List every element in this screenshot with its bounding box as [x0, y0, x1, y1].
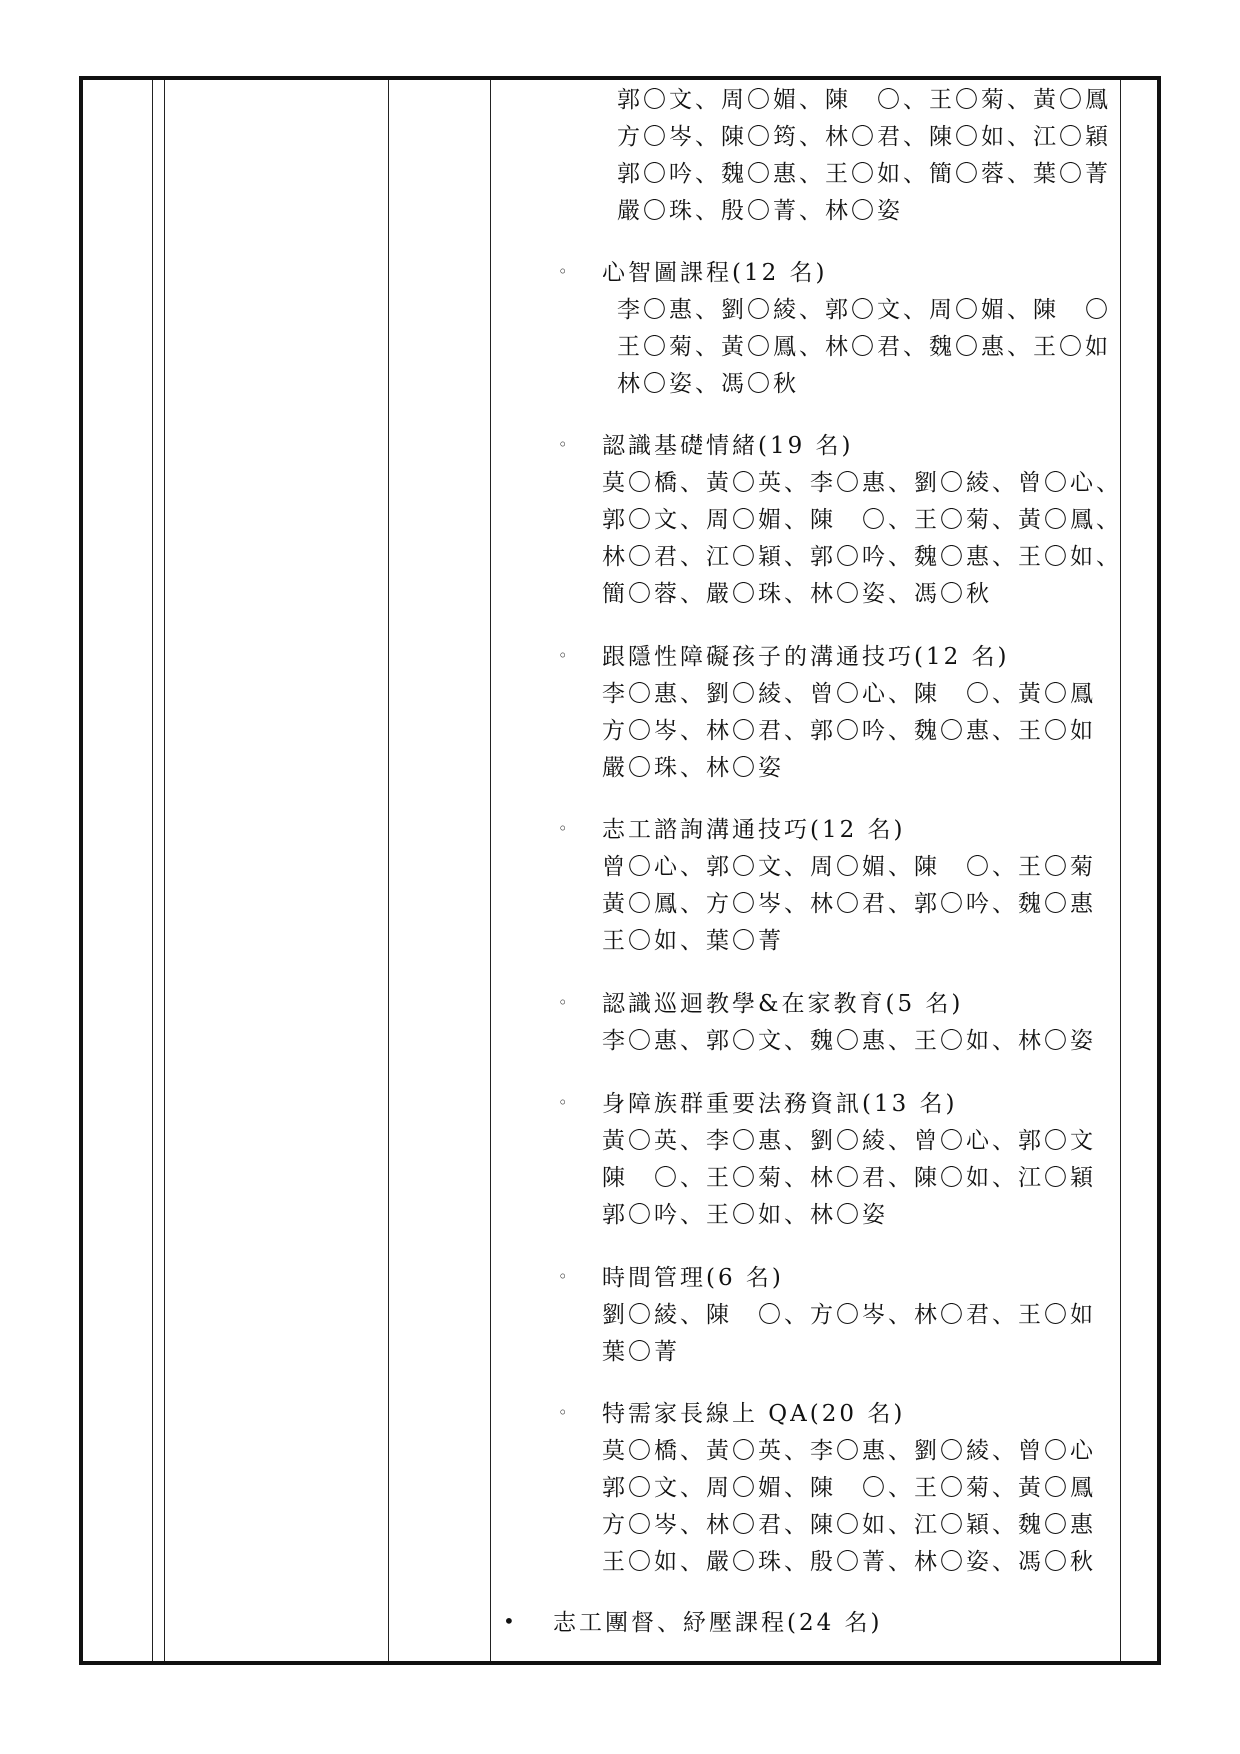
continuation-line: 嚴〇珠、殷〇菁、林〇姿: [617, 198, 903, 224]
course-names: 莫〇橋、黃〇英、李〇惠、劉〇綾、曾〇心: [602, 1438, 1096, 1464]
sub-bullet-icon: ◦: [558, 646, 568, 665]
course-names: 葉〇菁: [602, 1339, 680, 1365]
course-names: 林〇姿、馮〇秋: [617, 371, 799, 397]
sub-bullet-icon: ◦: [558, 1267, 568, 1286]
continuation-line: 方〇岑、陳〇筠、林〇君、陳〇如、江〇穎: [617, 124, 1111, 150]
course-names: 林〇君、江〇穎、郭〇吟、魏〇惠、王〇如、: [602, 544, 1122, 570]
course-names: 莫〇橋、黃〇英、李〇惠、劉〇綾、曾〇心、: [602, 470, 1122, 496]
course-names: 王〇菊、黃〇鳳、林〇君、魏〇惠、王〇如: [617, 334, 1111, 360]
course-names: 簡〇蓉、嚴〇珠、林〇姿、馮〇秋: [602, 581, 992, 607]
sub-bullet-icon: ◦: [558, 262, 568, 281]
sub-bullet-icon: ◦: [558, 993, 568, 1012]
course-names: 黃〇鳳、方〇岑、林〇君、郭〇吟、魏〇惠: [602, 891, 1096, 917]
main-item-title: 志工團督、紓壓課程(24 名): [553, 1610, 883, 1636]
main-bullet-icon: •: [503, 1609, 515, 1633]
course-names: 嚴〇珠、林〇姿: [602, 755, 784, 781]
course-names: 李〇惠、劉〇綾、郭〇文、周〇媚、陳 〇: [617, 297, 1111, 323]
course-title: 身障族群重要法務資訊(13 名): [602, 1091, 958, 1117]
course-names: 郭〇文、周〇媚、陳 〇、王〇菊、黃〇鳳、: [602, 507, 1122, 533]
course-title: 心智圖課程(12 名): [602, 260, 828, 286]
course-title: 認識巡迴教學&在家教育(5 名): [602, 991, 964, 1017]
course-title: 跟隱性障礙孩子的溝通技巧(12 名): [602, 644, 1010, 670]
course-names: 王〇如、嚴〇珠、殷〇菁、林〇姿、馮〇秋: [602, 1549, 1096, 1575]
course-names: 郭〇文、周〇媚、陳 〇、王〇菊、黃〇鳳: [602, 1475, 1096, 1501]
course-names: 郭〇吟、王〇如、林〇姿: [602, 1202, 888, 1228]
sub-bullet-icon: ◦: [558, 819, 568, 838]
course-title: 時間管理(6 名): [602, 1265, 784, 1291]
sub-bullet-icon: ◦: [558, 1403, 568, 1422]
course-names: 方〇岑、林〇君、郭〇吟、魏〇惠、王〇如: [602, 718, 1096, 744]
course-names: 劉〇綾、陳 〇、方〇岑、林〇君、王〇如: [602, 1302, 1096, 1328]
course-names: 李〇惠、劉〇綾、曾〇心、陳 〇、黃〇鳳: [602, 681, 1096, 707]
course-title: 認識基礎情緒(19 名): [602, 433, 854, 459]
continuation-line: 郭〇吟、魏〇惠、王〇如、簡〇蓉、葉〇菁: [617, 161, 1111, 187]
continuation-line: 郭〇文、周〇媚、陳 〇、王〇菊、黃〇鳳: [617, 87, 1111, 113]
course-names: 方〇岑、林〇君、陳〇如、江〇穎、魏〇惠: [602, 1512, 1096, 1538]
course-names: 黃〇英、李〇惠、劉〇綾、曾〇心、郭〇文: [602, 1128, 1096, 1154]
course-names: 李〇惠、郭〇文、魏〇惠、王〇如、林〇姿: [602, 1028, 1096, 1054]
course-names: 曾〇心、郭〇文、周〇媚、陳 〇、王〇菊: [602, 854, 1096, 880]
sub-bullet-icon: ◦: [558, 1093, 568, 1112]
course-title: 志工諮詢溝通技巧(12 名): [602, 817, 906, 843]
course-names: 王〇如、葉〇菁: [602, 928, 784, 954]
course-names: 陳 〇、王〇菊、林〇君、陳〇如、江〇穎: [602, 1165, 1096, 1191]
sub-bullet-icon: ◦: [558, 435, 568, 454]
course-title: 特需家長線上 QA(20 名): [602, 1401, 906, 1427]
